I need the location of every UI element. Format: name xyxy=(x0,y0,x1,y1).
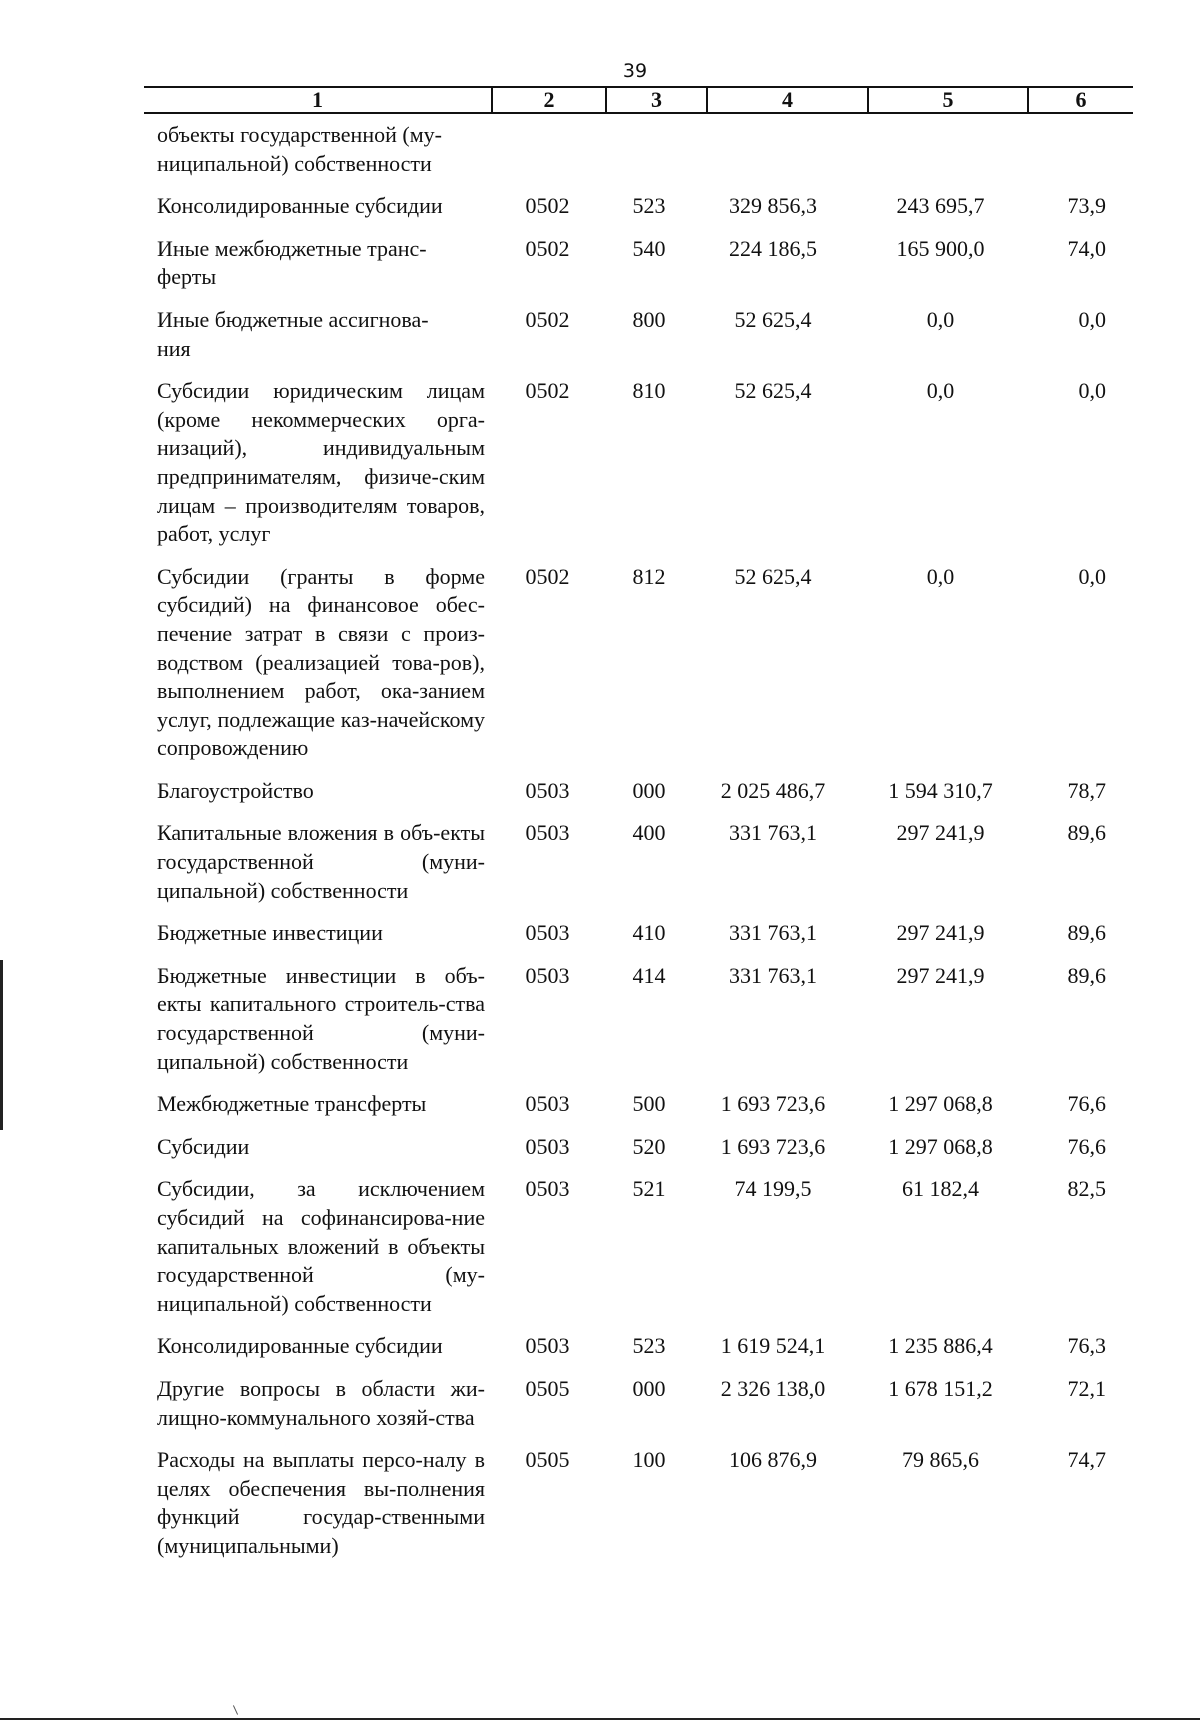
row-expense-type-cell: 100 xyxy=(632,1447,666,1473)
row-actual-cell: 243 695,7 xyxy=(896,193,985,219)
row-name-cell: объекты государственной (му- ниципальной) собственности xyxy=(157,122,442,176)
row-expense-type-cell: 410 xyxy=(632,920,666,946)
row-name-cell: Благоустройство xyxy=(157,777,314,803)
row-actual-cell: 1 235 886,4 xyxy=(888,1333,993,1359)
row-plan-cell: 331 763,1 xyxy=(729,820,817,846)
row-section-code-cell: 0503 xyxy=(525,1091,570,1117)
row-actual-cell: 1 678 151,2 xyxy=(888,1375,993,1401)
header-col-3: 3 xyxy=(605,87,706,112)
row-plan-cell: 2 025 486,7 xyxy=(720,777,826,803)
row-plan-cell: 224 186,5 xyxy=(729,235,817,261)
header-col-1: 1 xyxy=(312,87,323,112)
row-plan-cell: 52 625,4 xyxy=(734,306,812,332)
row-section-code-cell: 0502 xyxy=(525,235,570,261)
row-expense-type-cell: 812 xyxy=(632,563,666,589)
row-actual-cell: 61 182,4 xyxy=(902,1176,979,1202)
row-percent-cell: 82,5 xyxy=(1067,1176,1106,1202)
row-plan-cell: 331 763,1 xyxy=(729,920,817,946)
table-row xyxy=(157,1446,1133,1560)
table-row xyxy=(157,962,1133,1076)
row-expense-type-cell: 800 xyxy=(632,306,666,332)
row-expense-type-cell: 414 xyxy=(632,962,666,988)
row-percent-cell: 73,9 xyxy=(1067,193,1106,219)
row-percent-cell: 89,6 xyxy=(1067,820,1106,846)
row-name-cell: Консолидированные субсидии xyxy=(157,193,443,219)
row-actual-cell: 297 241,9 xyxy=(896,962,985,988)
row-expense-type-cell: 000 xyxy=(632,1375,666,1401)
row-section-code-cell: 0502 xyxy=(525,306,570,332)
row-percent-cell: 89,6 xyxy=(1067,962,1106,988)
row-name-cell: Иные межбюджетные транс- ферты xyxy=(157,235,427,290)
row-name-cell: Субсидии, за исключением субсидий на софинансирова-ние капитальных вложений в объекты государственной (му-ниципальной) собственности xyxy=(157,1176,485,1316)
row-percent-cell: 76,3 xyxy=(1067,1333,1106,1359)
row-name-cell: Бюджетные инвестиции xyxy=(157,920,383,946)
row-plan-cell: 1 619 524,1 xyxy=(720,1333,826,1359)
row-percent-cell: 89,6 xyxy=(1067,920,1106,946)
row-name-cell: Межбюджетные трансферты xyxy=(157,1091,427,1117)
table-row xyxy=(157,121,1133,178)
row-plan-cell: 1 693 723,6 xyxy=(720,1091,826,1117)
row-expense-type-cell: 500 xyxy=(632,1091,666,1117)
row-actual-cell: 0,0 xyxy=(926,378,955,404)
row-percent-cell: 72,1 xyxy=(1067,1375,1106,1401)
table-row xyxy=(157,563,1133,763)
row-percent-cell: 0,0 xyxy=(1078,378,1106,404)
table-row xyxy=(157,1133,1133,1162)
row-section-code-cell: 0502 xyxy=(525,378,570,404)
scan-speck xyxy=(233,1705,238,1714)
row-actual-cell: 165 900,0 xyxy=(896,235,985,261)
row-name-cell: Бюджетные инвестиции в объ-екты капитального строитель-ства государственной (муни-ципальной) собственности xyxy=(157,962,485,1074)
row-name-cell: Консолидированные субсидии xyxy=(157,1333,443,1359)
row-section-code-cell: 0502 xyxy=(525,193,570,219)
table-row xyxy=(157,377,1133,549)
row-section-code-cell: 0503 xyxy=(525,1176,570,1202)
row-actual-cell: 0,0 xyxy=(926,563,955,589)
table-row xyxy=(157,819,1133,905)
row-name-cell: Субсидии юридическим лицам (кроме некоммерческих орга-низаций), индивидуальным предпринимателям, физиче-ским лицам – производителям товаров, работ, услуг xyxy=(157,378,485,547)
row-percent-cell: 78,7 xyxy=(1067,777,1106,803)
row-expense-type-cell: 540 xyxy=(632,235,666,261)
row-section-code-cell: 0505 xyxy=(525,1447,570,1473)
table-row xyxy=(157,1332,1133,1361)
row-actual-cell: 297 241,9 xyxy=(896,820,985,846)
row-plan-cell: 74 199,5 xyxy=(734,1176,812,1202)
table-row xyxy=(157,306,1133,363)
table-row xyxy=(157,1375,1133,1432)
row-plan-cell: 1 693 723,6 xyxy=(720,1133,826,1159)
row-section-code-cell: 0503 xyxy=(525,820,570,846)
row-expense-type-cell: 520 xyxy=(632,1133,666,1159)
page-bottom-edge xyxy=(0,1718,1200,1720)
row-section-code-cell: 0503 xyxy=(525,920,570,946)
row-name-cell: Другие вопросы в области жи-лищно-коммунального хозяй-ства xyxy=(157,1375,485,1430)
row-actual-cell: 1 297 068,8 xyxy=(888,1091,993,1117)
table-body xyxy=(157,121,1133,1575)
row-expense-type-cell: 523 xyxy=(632,193,666,219)
row-expense-type-cell: 810 xyxy=(632,378,666,404)
table-row xyxy=(157,192,1133,221)
table-header-row xyxy=(144,87,1133,112)
header-bottom-rule xyxy=(144,112,1133,114)
header-col-2: 2 xyxy=(491,87,605,112)
row-name-cell: Капитальные вложения в объ-екты государственной (муни-ципальной) собственности xyxy=(157,820,485,903)
row-plan-cell: 2 326 138,0 xyxy=(720,1375,826,1401)
row-expense-type-cell: 000 xyxy=(632,777,666,803)
scan-edge-mark xyxy=(0,960,3,1130)
row-actual-cell: 297 241,9 xyxy=(896,920,985,946)
page-number: 39 xyxy=(622,60,648,82)
table-row xyxy=(157,235,1133,292)
row-plan-cell: 329 856,3 xyxy=(729,193,817,219)
header-col-6: 6 xyxy=(1027,87,1133,112)
row-percent-cell: 76,6 xyxy=(1067,1091,1106,1117)
row-plan-cell: 52 625,4 xyxy=(734,563,812,589)
row-expense-type-cell: 521 xyxy=(632,1176,666,1202)
row-expense-type-cell: 523 xyxy=(632,1333,666,1359)
row-percent-cell: 76,6 xyxy=(1067,1133,1106,1159)
table-row xyxy=(157,777,1133,806)
row-section-code-cell: 0503 xyxy=(525,777,570,803)
row-section-code-cell: 0503 xyxy=(525,1333,570,1359)
row-percent-cell: 74,7 xyxy=(1067,1447,1106,1473)
row-plan-cell: 106 876,9 xyxy=(729,1447,817,1473)
table-row xyxy=(157,1175,1133,1318)
row-actual-cell: 1 594 310,7 xyxy=(888,777,993,803)
header-col-4: 4 xyxy=(706,87,867,112)
row-actual-cell: 1 297 068,8 xyxy=(888,1133,993,1159)
row-name-cell: Субсидии (гранты в форме субсидий) на финансовое обес-печение затрат в связи с произ-водством (реализацией това-ров), выполнением работ, ока-занием услуг, подлежащие каз-начейскому сопровождению xyxy=(157,563,485,761)
row-name-cell: Иные бюджетные ассигнова- ния xyxy=(157,306,429,361)
row-plan-cell: 331 763,1 xyxy=(729,962,817,988)
row-name-cell: Расходы на выплаты персо-налу в целях обеспечения вы-полнения функций государ-ственными (муниципальными) xyxy=(157,1447,485,1558)
row-actual-cell: 79 865,6 xyxy=(902,1447,979,1473)
row-actual-cell: 0,0 xyxy=(926,306,955,332)
table-row xyxy=(157,1090,1133,1119)
table-row xyxy=(157,919,1133,948)
row-plan-cell: 52 625,4 xyxy=(734,378,812,404)
row-section-code-cell: 0503 xyxy=(525,1133,570,1159)
row-expense-type-cell: 400 xyxy=(632,820,666,846)
row-percent-cell: 0,0 xyxy=(1078,306,1106,332)
row-section-code-cell: 0502 xyxy=(525,563,570,589)
row-percent-cell: 74,0 xyxy=(1067,235,1106,261)
header-col-5: 5 xyxy=(867,87,1027,112)
row-section-code-cell: 0505 xyxy=(525,1375,570,1401)
row-section-code-cell: 0503 xyxy=(525,962,570,988)
row-percent-cell: 0,0 xyxy=(1078,563,1106,589)
row-name-cell: Субсидии xyxy=(157,1133,250,1159)
